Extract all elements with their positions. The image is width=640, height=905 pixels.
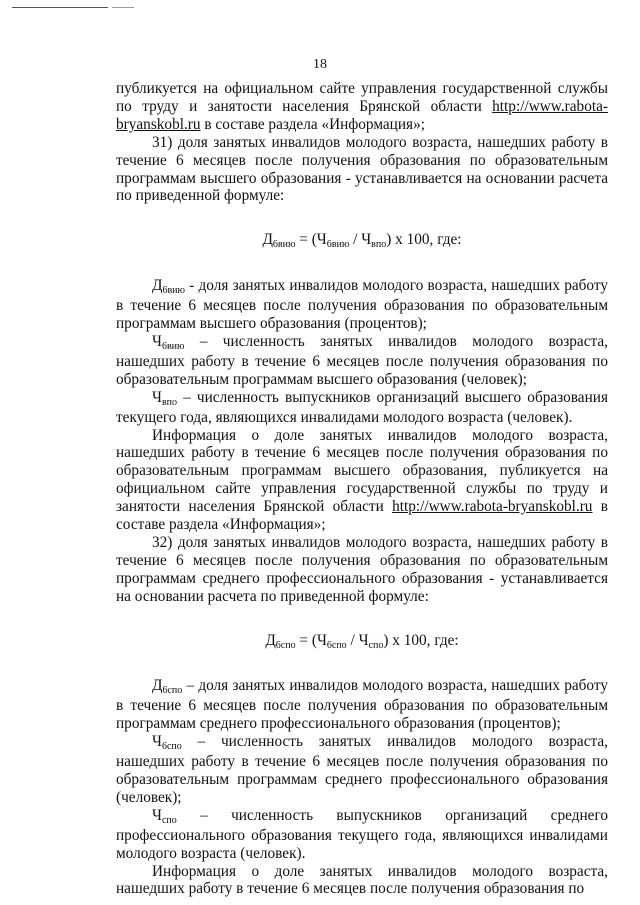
document-body (116, 80, 608, 898)
formula-spo: Д6спо = (Ч6спо / Чспо) х 100, где: (265, 631, 459, 651)
definition-d6spo: Д6спо – доля занятых инвалидов молодого возраста, нашедших работу в течение 6 месяцев после получения образования по образовательным программам среднего профессионального образования (процентов); (116, 677, 608, 733)
item-32: 32) доля занятых инвалидов молодого возраста, нашедших работу в течение 6 месяцев после получения образования по образовательным программам среднего профессионального образования - устанавливается на основании расчета по приведенной формуле: (116, 533, 608, 605)
item-31: 31) доля занятых инвалидов молодого возраста, нашедших работу в течение 6 месяцев после получения образования по образовательным программам высшего образования - устанавливается на основании расчета по приведенной формуле: (116, 133, 608, 205)
website-link[interactable]: http://www.rabota-bryanskobl.ru (116, 97, 608, 133)
info-paragraph-spo: Информация о доле занятых инвалидов молодого возраста, нашедших работу в течение 6 месяцев после получения образования по (116, 862, 608, 898)
definition-chspo: Чспо – численность выпускников организаций среднего профессионального образования текущего года, являющихся инвалидами молодого возраста (человек). (116, 806, 608, 862)
page-number: 18 (313, 57, 327, 72)
definition-d6vio: Д6вию - доля занятых инвалидов молодого возраста, нашедших работу в течение 6 месяцев после получения образования по образовательным программам высшего образования (процентов); (116, 277, 608, 333)
formula-higher-education: Д6вию = (Ч6вию / Чвпо) х 100, где: (262, 231, 462, 251)
paragraph-continuation: публикуется на официальном сайте управления государственной службы по труду и занятости населения Брянской области http://www.rabota-bryanskobl.ru в составе раздела «Информация»; (116, 80, 608, 133)
definition-ch6spo: Ч6спо – численность занятых инвалидов молодого возраста, нашедших работу в течение 6 месяцев после получения образования по образовательным программам среднего профессионального образования (человек); (116, 733, 608, 806)
info-paragraph-higher: Информация о доле занятых инвалидов молодого возраста, нашедших работу в течение 6 месяцев после получения образования по образовательным программам высшего образования, публикуется на официальном сайте управления государственной службы по труду и занятости населения Брянской области http://www.rabota-bryanskobl.ru в составе раздела «Информация»; (116, 426, 608, 534)
definition-chvpo: Чвпо – численность выпускников организаций высшего образования текущего года, являющихся инвалидами молодого возраста (человек). (116, 388, 608, 426)
definition-ch6vio: Ч6вию – численность занятых инвалидов молодого возраста, нашедших работу в течение 6 месяцев после получения образования по образовательным программам высшего образования (человек); (116, 332, 608, 388)
scan-artifact-line (12, 7, 108, 8)
website-link[interactable]: http://www.rabota-bryanskobl.ru (392, 498, 593, 516)
scan-artifact-line (112, 7, 134, 8)
